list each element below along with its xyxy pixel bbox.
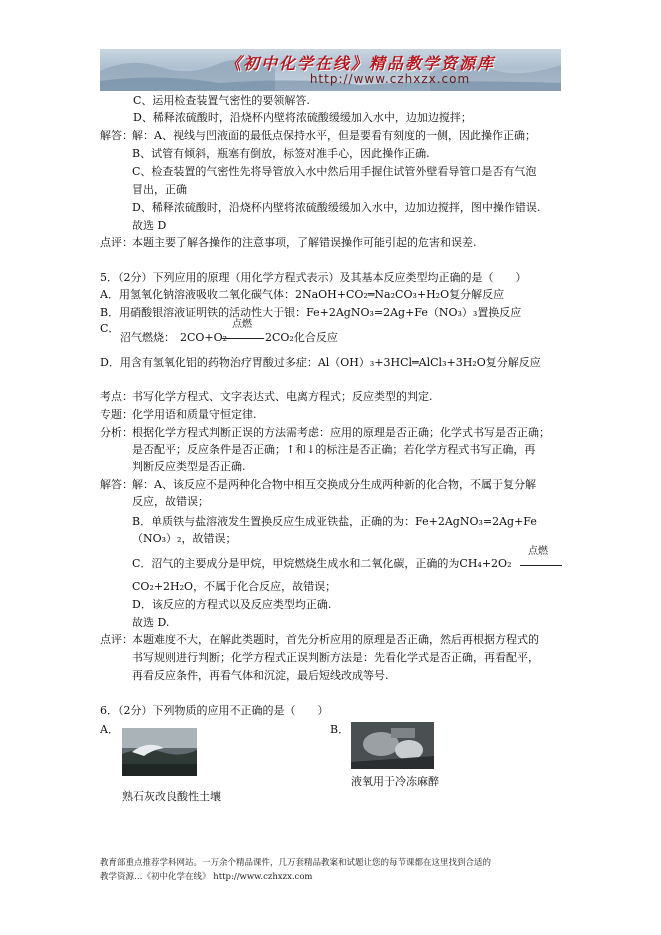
footer-line2 <box>100 871 313 883</box>
dianping-label: 点评： <box>100 633 133 646</box>
q6-stem: 6．（2分）下列物质的应用不正确的是（ ） <box>100 704 329 717</box>
q5-option-c-type: 化合反应 <box>293 331 338 344</box>
footer-url-link[interactable]: http://www.czhxzx.com <box>213 872 313 882</box>
q4-answer-label: 解答： <box>100 129 133 142</box>
jieda-c-eq-left: CH₄+2O₂ <box>459 557 512 570</box>
jieda-c-line2: CO₂+2H₂O，不属于化合反应，故错误； <box>132 580 337 593</box>
q5-option-c-condition: 点燃 <box>232 319 252 330</box>
dianping-line: 书写规则进行判断；化学方程式正误判断方法是：先看化学式是否正确，再看配平， <box>132 651 539 664</box>
q5-option-c-equation-right <box>265 331 338 345</box>
q5-option-d-type: 复分解反应 <box>485 356 541 369</box>
kaodian-label: 考点： <box>100 390 133 403</box>
q4-option-d: D、稀释浓硫酸时，沿烧杯内壁将浓硫酸缓缓加入水中，边加边搅拌； <box>133 111 472 124</box>
liquid-oxygen-photo <box>351 722 434 769</box>
q6-option-a-caption: 熟石灰改良酸性土壤 <box>122 790 221 803</box>
jieda-a-line: 反应，故错误； <box>132 495 209 508</box>
footer-line1: 教育部重点推荐学科网站。一万余个精品课件，几万套精品教案和试题让您的每节课都在这里找到合适的 <box>100 858 492 868</box>
jieda-c-text: C．沼气的主要成分是甲烷，甲烷燃烧生成水和二氧化碳，正确的为 <box>132 557 460 570</box>
jieda-c-condition: 点燃 <box>528 546 548 557</box>
jieda-c-line1 <box>132 557 511 571</box>
q4-answer-line: B、试管有倾斜，瓶塞有倒放，标签对准手心，因此操作正确. <box>132 147 430 160</box>
q4-comment: 本题主要了解各操作的注意事项，了解错误操作可能引起的危害和误差. <box>132 236 477 249</box>
banner-title: 《初中化学在线》精品教学资源库 <box>224 54 495 73</box>
kaodian-text: 书写化学方程式、文字表达式、电离方程式；反应类型的判定. <box>132 390 433 403</box>
reaction-arrow <box>520 565 562 566</box>
q6-option-b-label: B． <box>330 723 350 736</box>
q4-answer-line: 故选 D <box>132 219 167 232</box>
q4-answer-line: 解：A、视线与凹液面的最低点保持水平，但是要看有刻度的一侧，因此操作正确； <box>132 129 536 142</box>
jieda-a-line: 解：A、该反应不是两种化合物中相互交换成分生成两种新的化合物，不属于复分解 <box>132 478 536 491</box>
fenxi-label: 分析： <box>100 426 133 439</box>
q5-stem: 5．（2分）下列应用的原理（用化学方程式表示）及其基本反应类型均正确的是（ ） <box>100 271 527 284</box>
q5-option-a-text: A．用氢氧化钠溶液吸收二氧化碳气体： <box>100 288 295 301</box>
q5-option-b-equation: Fe+2AgNO₃=2Ag+Fe（NO₃）₃ <box>306 306 478 319</box>
q6-option-b-caption: 液氧用于冷冻麻醉 <box>351 775 439 788</box>
jieda-label: 解答： <box>100 478 133 491</box>
lime-soil-photo <box>122 728 197 776</box>
q5-option-c-text: 沼气燃烧： <box>120 331 175 344</box>
q5-option-c-equation-left: 2CO+O₂ <box>180 331 228 344</box>
q5-option-b-type: 置换反应 <box>477 306 522 319</box>
jieda-guxuan: 故选 D. <box>132 616 170 629</box>
q5-option-c-label: C． <box>100 322 120 335</box>
jieda-b-line2: （NO₃）₂，故错误； <box>132 532 237 545</box>
fenxi-line: 是否配平；反应条件是否正确；↑和↓的标注是否正确；若化学方程式书写正确，再 <box>132 443 536 456</box>
jieda-d-line: D．该反应的方程式以及反应类型均正确. <box>132 598 332 611</box>
q5-option-b-text: B．用硝酸银溶液证明铁的活动性大于银： <box>100 306 307 319</box>
jieda-b-text: B．单质铁与盐溶液发生置换反应生成亚铁盐，正确的为： <box>132 515 416 528</box>
q6-option-a-label: A． <box>100 723 119 736</box>
fenxi-line: 根据化学方程式判断正误的方法需考虑：应用的原理是否正确；化学式书写是否正确； <box>132 426 550 439</box>
header-banner <box>100 49 561 91</box>
q5-option-a-equation: 2NaOH+CO₂═Na₂CO₃+H₂O <box>294 288 450 301</box>
zhuanti-label: 专题： <box>100 408 133 421</box>
q4-answer-line: D、稀释浓硫酸时，沿烧杯内壁将浓硫酸缓缓加入水中，边加边搅拌，图中操作错误. <box>132 201 541 214</box>
banner-url[interactable]: http://www.czhxzx.com <box>309 72 471 86</box>
q5-option-d-text: D．用含有氢氧化铝的药物治疗胃酸过多症： <box>100 356 318 369</box>
fenxi-line: 判断反应类型是否正确. <box>132 460 246 473</box>
q5-option-c-eq-right: 2CO₂ <box>265 331 294 344</box>
dianping-line: 再看反应条件，再看气体和沉淀，最后短线改成等号. <box>132 669 389 682</box>
q4-answer-line: 冒出，正确 <box>132 183 187 196</box>
reaction-arrow <box>222 338 264 339</box>
q4-comment-label: 点评： <box>100 236 133 249</box>
q4-answer-line: C、检查装置的气密性先将导管放入水中然后用手握住试管外壁看导管口是否有气泡 <box>132 165 537 178</box>
q5-option-a <box>100 288 504 302</box>
q5-option-d-equation: Al（OH）₃+3HCl═AlCl₃+3H₂O <box>317 356 486 369</box>
footer-prefix: 教学资源…《初中化学在线》 <box>100 872 211 882</box>
q5-option-d <box>100 356 541 370</box>
jieda-b-line1 <box>132 515 537 529</box>
zhuanti-text: 化学用语和质量守恒定律. <box>132 408 257 421</box>
q4-option-c: C、运用检查装置气密性的要领解答. <box>133 94 310 107</box>
q5-option-b <box>100 306 521 320</box>
jieda-b-equation: Fe+2AgNO₃=2Ag+Fe <box>415 515 537 528</box>
dianping-line: 本题难度不大，在解此类题时，首先分析应用的原理是否正确，然后再根据方程式的 <box>132 633 539 646</box>
q5-option-a-type: 复分解反应 <box>449 288 505 301</box>
